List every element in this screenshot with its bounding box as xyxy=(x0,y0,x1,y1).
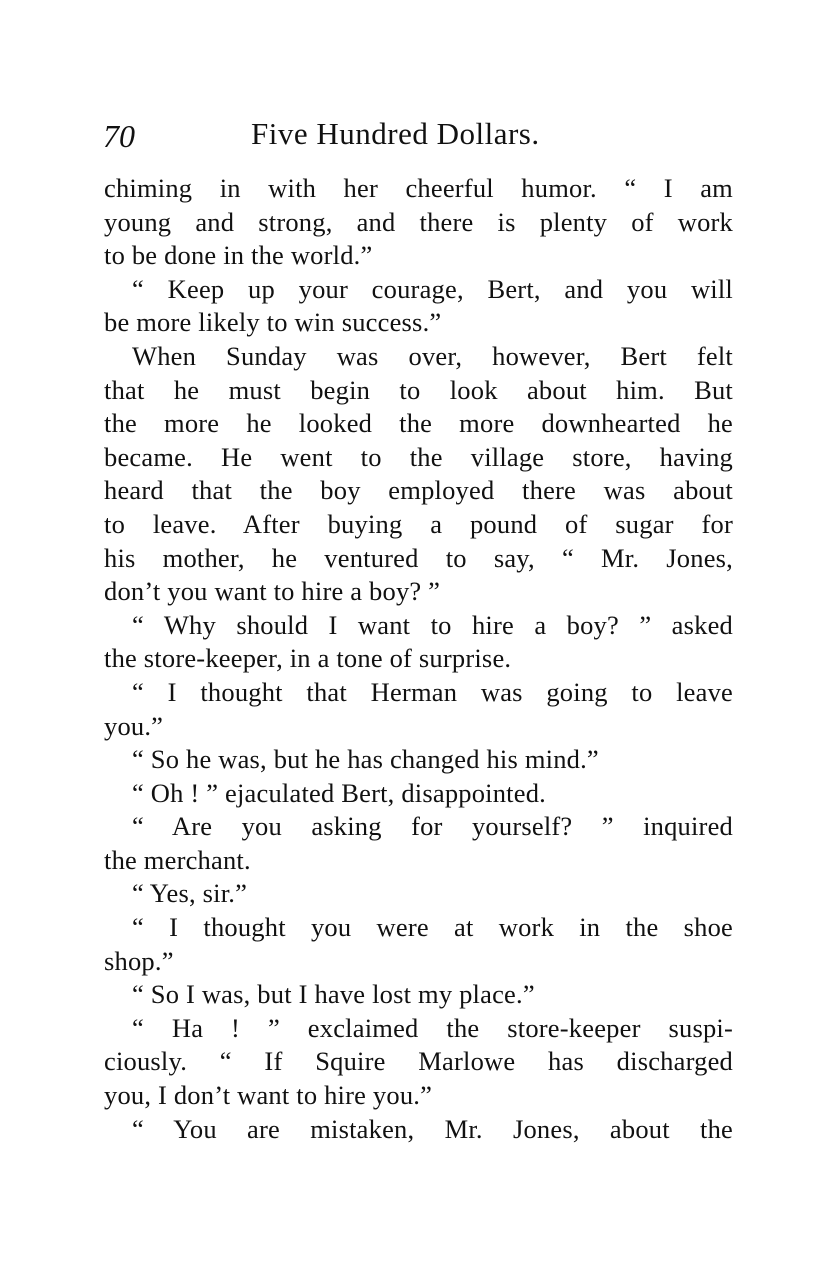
text-line: “ I thought you were at work in the shoe xyxy=(132,912,733,943)
text-line: “ Oh ! ” ejaculated Bert, disappointed. xyxy=(132,777,546,808)
text-line: don’t you want to hire a boy? ” xyxy=(104,576,441,607)
text-line: to be done in the world.” xyxy=(104,240,373,271)
text-line: When Sunday was over, however, Bert felt xyxy=(132,340,733,371)
text-line: “ Ha ! ” exclaimed the store-keeper suspi- xyxy=(132,1012,733,1043)
text-line: young and strong, and there is plenty of work xyxy=(104,206,733,237)
text-line: “ Are you asking for yourself? ” inquired xyxy=(132,811,733,842)
text-line: be more likely to win success.” xyxy=(104,307,442,338)
text-line: “ Keep up your courage, Bert, and you will xyxy=(132,273,733,304)
text-line: you.” xyxy=(104,710,164,741)
page-number: 70 xyxy=(103,118,135,154)
text-line: to leave. After buying a pound of sugar for xyxy=(104,508,733,539)
text-line: that he must begin to look about him. But xyxy=(104,374,733,405)
text-line: “ Yes, sir.” xyxy=(132,878,248,909)
text-line: heard that the boy employed there was about xyxy=(104,475,733,506)
text-line: “ You are mistaken, Mr. Jones, about the xyxy=(132,1113,733,1144)
text-line: his mother, he ventured to say, “ Mr. Jones, xyxy=(104,542,733,573)
text-line: “ Why should I want to hire a boy? ” asked xyxy=(132,609,733,640)
text-line: the store-keeper, in a tone of surprise. xyxy=(104,643,512,674)
text-line: the merchant. xyxy=(104,844,251,875)
text-line: shop.” xyxy=(104,945,174,976)
text-line: became. He went to the village store, having xyxy=(104,441,733,472)
text-line: the more he looked the more downhearted he xyxy=(104,408,733,439)
text-line: chiming in with her cheerful humor. “ I am xyxy=(104,173,733,203)
text-line: ciously. “ If Squire Marlowe has discharged xyxy=(104,1046,733,1077)
text-line: “ So I was, but I have lost my place.” xyxy=(132,979,535,1010)
running-title: Five Hundred Dollars. xyxy=(251,116,540,151)
text-line: “ So he was, but he has changed his mind.” xyxy=(132,744,599,775)
running-head xyxy=(103,112,733,160)
body-text xyxy=(104,172,733,1146)
text-line: “ I thought that Herman was going to leave xyxy=(132,676,733,707)
text-line: you, I don’t want to hire you.” xyxy=(104,1080,433,1111)
